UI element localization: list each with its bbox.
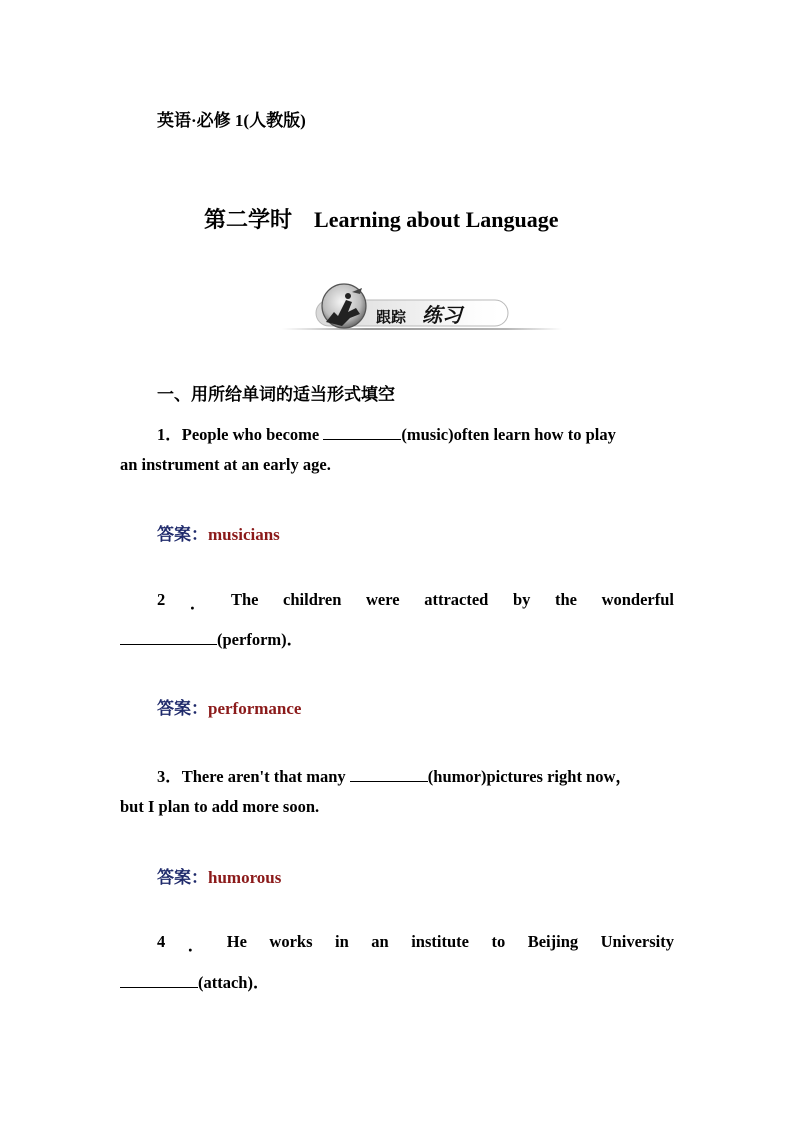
q4-word: 4 bbox=[157, 932, 166, 951]
lesson-title bbox=[204, 203, 559, 234]
practice-banner bbox=[276, 282, 566, 334]
lesson-number: 第二学时 bbox=[204, 207, 293, 232]
answer-blank bbox=[350, 768, 428, 782]
q4-word: in bbox=[335, 932, 349, 951]
question-1-line-1 bbox=[157, 421, 616, 445]
answer-3 bbox=[157, 863, 281, 888]
q4-word: an bbox=[371, 932, 389, 951]
q4-word: University bbox=[600, 932, 674, 951]
question-4-hint: (attach)． bbox=[198, 973, 270, 992]
q4-word: institute bbox=[411, 932, 469, 951]
answer-value: musicians bbox=[208, 525, 280, 544]
answer-1 bbox=[157, 520, 280, 545]
answer-blank bbox=[120, 631, 217, 645]
book-header: 英语·必修 1(人教版) bbox=[157, 111, 306, 130]
q2-word: wonderful bbox=[601, 590, 674, 609]
question-4-line-2 bbox=[120, 969, 269, 993]
q2-word: The bbox=[230, 590, 259, 609]
section-title: 一、用所给单词的适当形式填空 bbox=[157, 385, 395, 404]
q4-word: to bbox=[491, 932, 506, 951]
question-2-line-1 bbox=[157, 590, 674, 614]
answer-value: performance bbox=[208, 699, 302, 718]
q2-word: were bbox=[366, 590, 400, 609]
question-4-line-1 bbox=[157, 932, 674, 956]
question-1-hint: (music)often learn how to play bbox=[401, 425, 616, 444]
question-2-hint: (perform)． bbox=[217, 630, 304, 649]
q2-word: the bbox=[554, 590, 577, 609]
question-3-line-2: but I plan to add more soon. bbox=[120, 797, 320, 816]
question-2-line-2 bbox=[120, 626, 303, 650]
q2-word: by bbox=[512, 590, 531, 609]
answer-value: humorous bbox=[208, 868, 282, 887]
answer-label: 答案： bbox=[157, 699, 208, 718]
question-1-line-2: an instrument at an early age. bbox=[120, 455, 331, 474]
q4-word: ． bbox=[187, 936, 205, 955]
answer-label: 答案： bbox=[157, 525, 208, 544]
lesson-name: Learning about Language bbox=[314, 207, 559, 232]
q4-word: Beijing bbox=[527, 932, 579, 951]
question-3-line-1 bbox=[157, 763, 632, 787]
banner-underline bbox=[282, 328, 562, 330]
q2-word: 2 bbox=[157, 590, 166, 609]
answer-blank bbox=[323, 426, 401, 440]
q4-word: He bbox=[226, 932, 247, 951]
answer-2 bbox=[157, 694, 301, 719]
q2-word: attracted bbox=[424, 590, 489, 609]
q2-word: children bbox=[283, 590, 342, 609]
question-3-text: 3．There aren't that many bbox=[157, 767, 350, 786]
banner-label-a: 跟踪 bbox=[376, 308, 407, 326]
answer-blank bbox=[120, 974, 198, 988]
q4-word: works bbox=[269, 932, 313, 951]
q2-word: ． bbox=[189, 594, 207, 613]
banner-label-b: 练习 bbox=[422, 303, 462, 327]
question-1-text: 1．People who become bbox=[157, 425, 324, 444]
question-3-hint: (humor)pictures right now， bbox=[427, 767, 632, 786]
answer-label: 答案： bbox=[157, 868, 208, 887]
